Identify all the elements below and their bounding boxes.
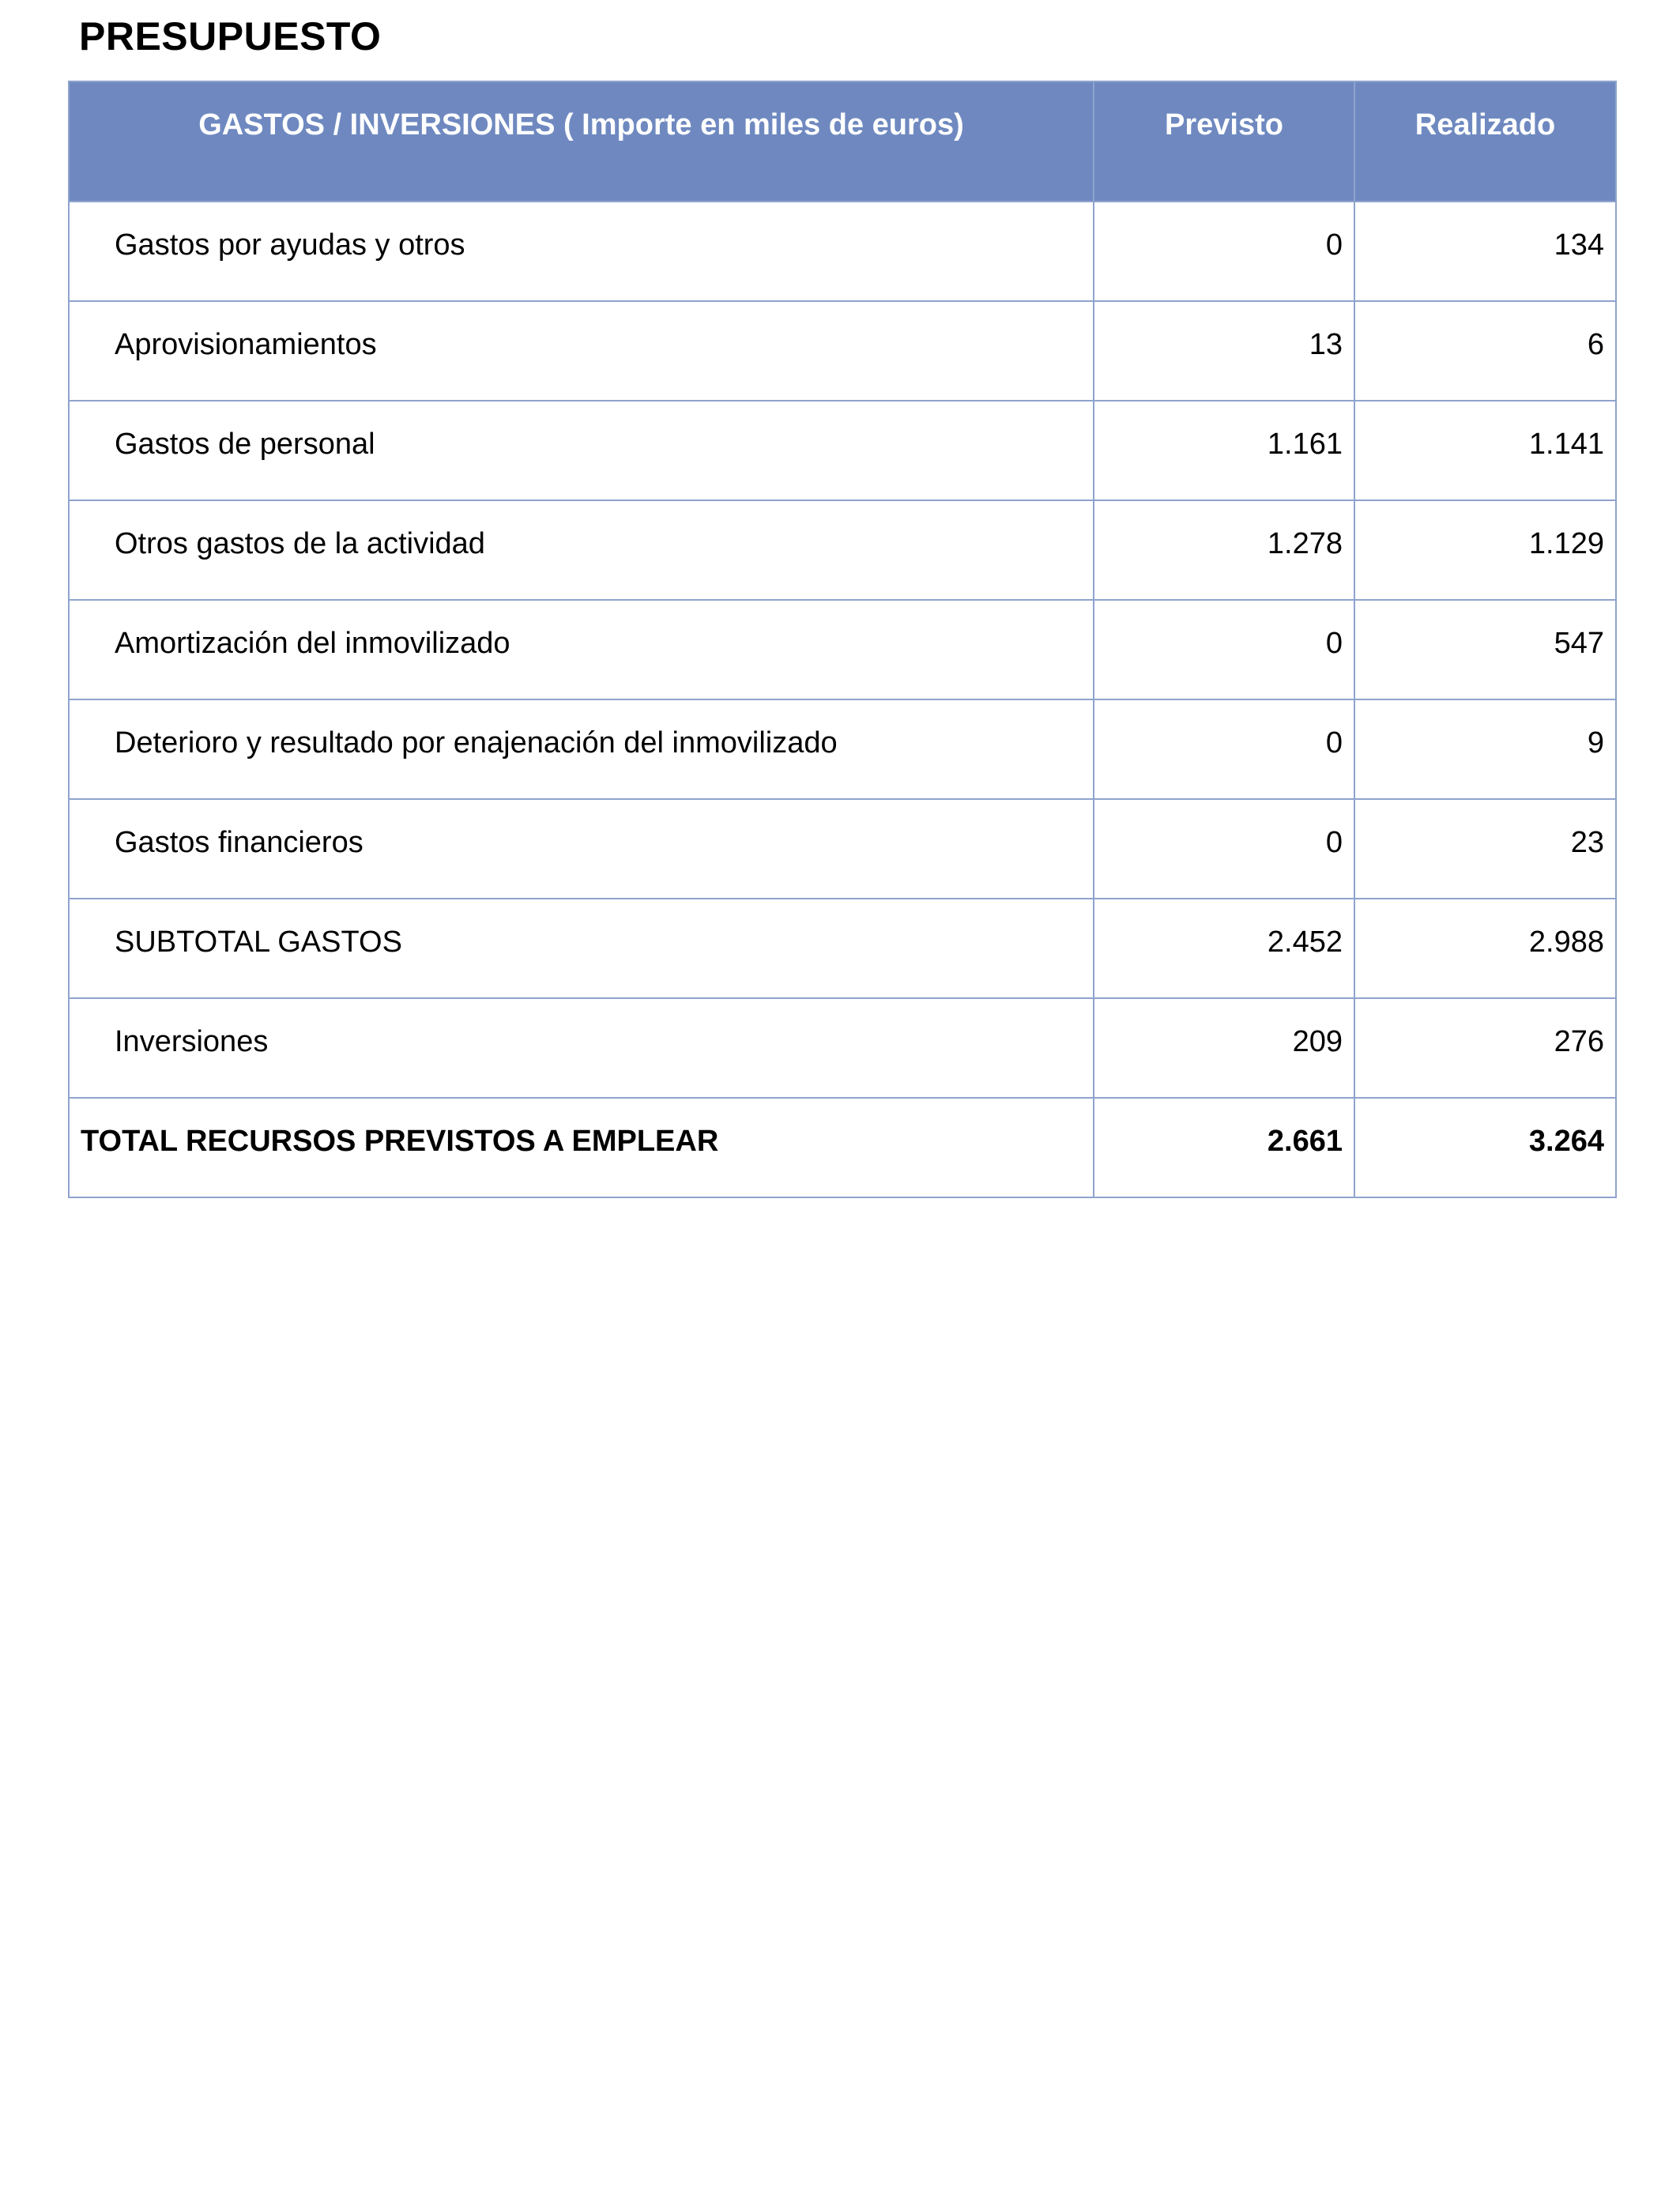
row-actual: 9	[1354, 699, 1616, 799]
row-label: Otros gastos de la actividad	[69, 500, 1094, 600]
row-label: Gastos por ayudas y otros	[69, 202, 1094, 301]
row-actual: 23	[1354, 799, 1616, 899]
row-planned: 209	[1094, 998, 1354, 1098]
row-actual: 134	[1354, 202, 1616, 301]
row-label: Gastos financieros	[69, 799, 1094, 899]
total-actual: 3.264	[1354, 1098, 1616, 1197]
row-label: Aprovisionamientos	[69, 301, 1094, 401]
header-concept: GASTOS / INVERSIONES ( Importe en miles de euros)	[69, 81, 1094, 202]
row-planned: 0	[1094, 799, 1354, 899]
row-planned: 1.161	[1094, 401, 1354, 500]
table-row	[69, 600, 1616, 699]
table-row	[69, 401, 1616, 500]
row-actual: 276	[1354, 998, 1616, 1098]
row-label: Deterioro y resultado por enajenación del inmovilizado	[69, 699, 1094, 799]
row-planned: 0	[1094, 699, 1354, 799]
row-actual: 6	[1354, 301, 1616, 401]
table-row	[69, 202, 1616, 301]
total-row	[69, 1098, 1616, 1197]
row-label: Gastos de personal	[69, 401, 1094, 500]
row-planned: 2.452	[1094, 899, 1354, 998]
row-planned: 0	[1094, 202, 1354, 301]
row-planned: 13	[1094, 301, 1354, 401]
row-actual: 2.988	[1354, 899, 1616, 998]
table-row	[69, 500, 1616, 600]
row-label: SUBTOTAL GASTOS	[69, 899, 1094, 998]
row-planned: 0	[1094, 600, 1354, 699]
row-actual: 1.129	[1354, 500, 1616, 600]
total-planned: 2.661	[1094, 1098, 1354, 1197]
table-row	[69, 699, 1616, 799]
table-row	[69, 998, 1616, 1098]
table-row	[69, 799, 1616, 899]
table-row	[69, 899, 1616, 998]
table-row	[69, 301, 1616, 401]
row-planned: 1.278	[1094, 500, 1354, 600]
table-header-row	[69, 81, 1616, 202]
row-label: Amortización del inmovilizado	[69, 600, 1094, 699]
header-planned: Previsto	[1094, 81, 1354, 202]
page-title: PRESUPUESTO	[79, 14, 382, 58]
row-actual: 1.141	[1354, 401, 1616, 500]
row-label: Inversiones	[69, 998, 1094, 1098]
row-actual: 547	[1354, 600, 1616, 699]
header-actual: Realizado	[1354, 81, 1616, 202]
budget-table	[68, 81, 1617, 1198]
total-label: TOTAL RECURSOS PREVISTOS A EMPLEAR	[69, 1098, 1094, 1197]
